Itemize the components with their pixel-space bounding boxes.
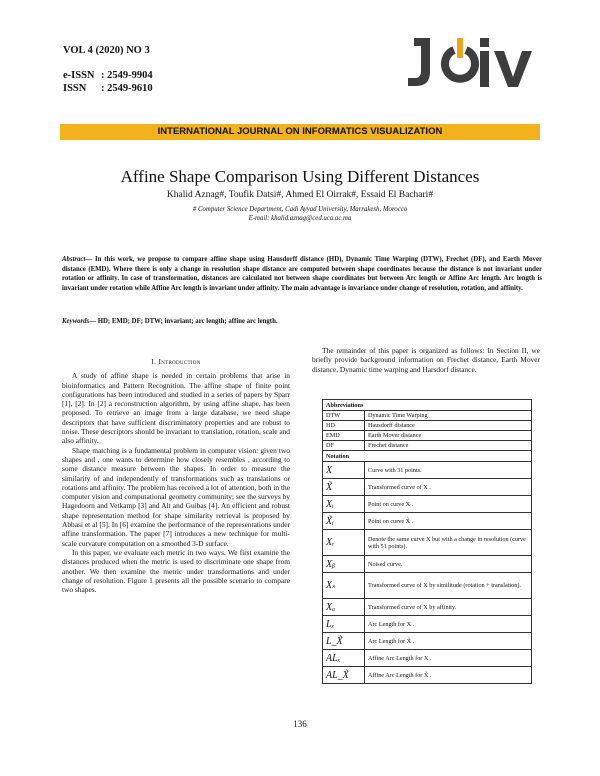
email-line: E-mail: khalid.aznag@ced.uca.ac.ma xyxy=(248,215,352,222)
abbreviations-header: Abbreviations xyxy=(323,400,532,411)
journal-header xyxy=(63,44,153,95)
abbreviation-key: HD xyxy=(323,421,365,431)
notation-symbol: ALₓ xyxy=(323,650,365,667)
abbreviation-table-body xyxy=(323,400,532,684)
abbreviation-table xyxy=(322,399,532,684)
abstract xyxy=(62,255,542,293)
affiliation xyxy=(0,205,600,223)
section-title: Introduction xyxy=(158,357,201,366)
section-heading xyxy=(62,357,290,366)
eissn-label: e-ISSN xyxy=(63,70,95,81)
page-number: 136 xyxy=(293,719,307,729)
intro-paragraph-2: Shape matching is a fundamental problem in computer vision: given two shapes and , one wants to determine how closely resembles , according to some distance measure between the shapes. In order to measure the similarity of and independently of transformations such as translations or rotations and affinity. The problem has received a lot of attention, both in the computer vision and computational geometry community; see the surveys by Hagedoorn and Vetkamp [3] and Alt and Guibas [4]. An efficient and robust shape representation method for shape similarity retrieval is proposed by Abbasi et al [5]. In [6] examine the performance of the representations under affine transformation. The paper [7] introduces a new technique for multi-scale curvature computation on a smoothed 3-D surface. xyxy=(62,445,290,548)
notation-symbol: Xᵢ xyxy=(323,496,365,513)
organization-paragraph: The remainder of this paper is organized as follows: In Section II, we briefly provide background information on Frechet distance, Earth Mover distance, Dynamic time warping and Harsdorf distance. xyxy=(312,346,540,374)
notation-description: Arc Length for X . xyxy=(365,616,532,633)
abbreviation-key: EMD xyxy=(323,431,365,441)
paper-title: Affine Shape Comparison Using Different Distances xyxy=(120,167,480,186)
abstract-label: Abstract xyxy=(62,256,86,263)
right-column xyxy=(312,346,540,374)
abbreviation-value: Earth Mover distance xyxy=(365,431,532,441)
notation-description: Point on curve X̃ . xyxy=(365,513,532,530)
notation-row xyxy=(323,573,532,599)
joiv-logo xyxy=(404,20,534,100)
abbreviation-value: Dynamic Time Warping xyxy=(365,411,532,421)
abbreviation-key: DTW xyxy=(323,411,365,421)
notation-symbol: Lₓ xyxy=(323,616,365,633)
notation-row xyxy=(323,599,532,616)
notation-symbol: AL_X̃ xyxy=(323,667,365,684)
intro-paragraph-3: In this paper, we evaluate each metric in two ways. We first examine the distances produced when the metric is used to discriminate one shape from another. We then examine the metric under transformations and under change of resolution. Figure 1 presents all the possible scenario to compare two shapes. xyxy=(62,547,290,595)
keywords-label: Keywords xyxy=(62,318,90,325)
left-column xyxy=(62,357,290,594)
issn-row xyxy=(63,82,153,95)
abbreviation-value: Frechet distance xyxy=(365,441,532,451)
notation-description: Noised curve. xyxy=(365,556,532,573)
notation-symbol: Xₛ xyxy=(323,573,365,599)
notation-symbol: X̃ᵢ xyxy=(323,513,365,530)
notation-row xyxy=(323,633,532,650)
notation-row xyxy=(323,479,532,496)
abbreviation-row xyxy=(323,421,532,431)
issn-label: ISSN xyxy=(63,83,87,94)
abbreviation-key: DF xyxy=(323,441,365,451)
notation-description: Affine Arc Length for X . xyxy=(365,650,532,667)
keywords xyxy=(62,318,542,325)
section-number: I. xyxy=(151,357,157,366)
issn-value: : 2549-9610 xyxy=(101,83,153,94)
notation-description: Transformed curve of X by affinity. xyxy=(365,599,532,616)
notation-row xyxy=(323,513,532,530)
affiliation-line: # Computer Science Department, Cadi Ayyad University, Marrakesh, Morocco xyxy=(192,206,408,213)
notation-description: Point on curve X . xyxy=(365,496,532,513)
notation-symbol: Xᵦ xyxy=(323,556,365,573)
notation-symbol: X xyxy=(323,462,365,479)
notation-symbol: Xᵣ xyxy=(323,530,365,556)
volume-label: VOL 4 (2020) NO 3 xyxy=(63,45,150,56)
abstract-text: — In this work, we propose to compare affine shape using Hausdorff distance (HD), Dynamic Time Warping (DTW), Frechet (DF), and Earth Mover distance (EMD). Where there is only a change in resolution shape distance are computed between shape coordinates because the distance is not invariant under rotation or affinity. In case of transformation, distances are calculated not between shape coordinates but between Arc length or Affine Arc length. Arc length is invariant under rotation while Affine Arc length is invariant under affinity. The main advantage is invariance under change of resolution, rotation, and affinity. xyxy=(62,256,542,292)
notation-description: Transformed curve of X by similitude (rotation + translation). xyxy=(365,573,532,599)
abbreviation-row xyxy=(323,411,532,421)
journal-banner: INTERNATIONAL JOURNAL ON INFORMATICS VISUALIZATION xyxy=(60,124,540,140)
eissn-value: : 2549-9904 xyxy=(101,70,153,81)
notation-header: Notation xyxy=(323,451,532,462)
author-list: Khalid Aznag#, Toufik Datsi#, Ahmed El Oirrak#, Essaid El Bachari# xyxy=(166,190,434,200)
notation-row xyxy=(323,616,532,633)
notation-row xyxy=(323,496,532,513)
notation-row xyxy=(323,556,532,573)
notation-description: Curve with 31 points. xyxy=(365,462,532,479)
eissn-row xyxy=(63,69,153,82)
notation-symbol: L_X̃ xyxy=(323,633,365,650)
abbreviation-value: Hausdorff distance xyxy=(365,421,532,431)
notation-symbol: X̃ xyxy=(323,479,365,496)
notation-description: Denote the same curve X but with a change in resolution (curve with 51 points). xyxy=(365,530,532,556)
keywords-text: — HD; EMD; DF; DTW; invariant; arc length; affine arc length. xyxy=(89,318,278,325)
notation-description: Arc Length for X̃ . xyxy=(365,633,532,650)
notation-row xyxy=(323,650,532,667)
abbreviation-row xyxy=(323,441,532,451)
notation-description: Transformed curve of X . xyxy=(365,479,532,496)
notation-row xyxy=(323,530,532,556)
intro-paragraph-1: A study of affine shape is needed in certain problems that arise in bioinformatics and Pattern Recognition. The affine shape of finite point configurations has been introduced and studied in a series of papers by Sparr [1], [2]. In [2] a reconstruction algorithm, by using affine shape, has been proposed. To retrieve an image from a large database, we need shape descriptors that have sufficient discriminatory properties and are robust to noise. These descriptors should be invariant to translation, rotation, scale and also affinity. xyxy=(62,371,290,446)
notation-symbol: Xₐ xyxy=(323,599,365,616)
abbreviation-row xyxy=(323,431,532,441)
notation-row xyxy=(323,462,532,479)
notation-row xyxy=(323,667,532,684)
notation-description: Affine Arc Length for X̃ . xyxy=(365,667,532,684)
